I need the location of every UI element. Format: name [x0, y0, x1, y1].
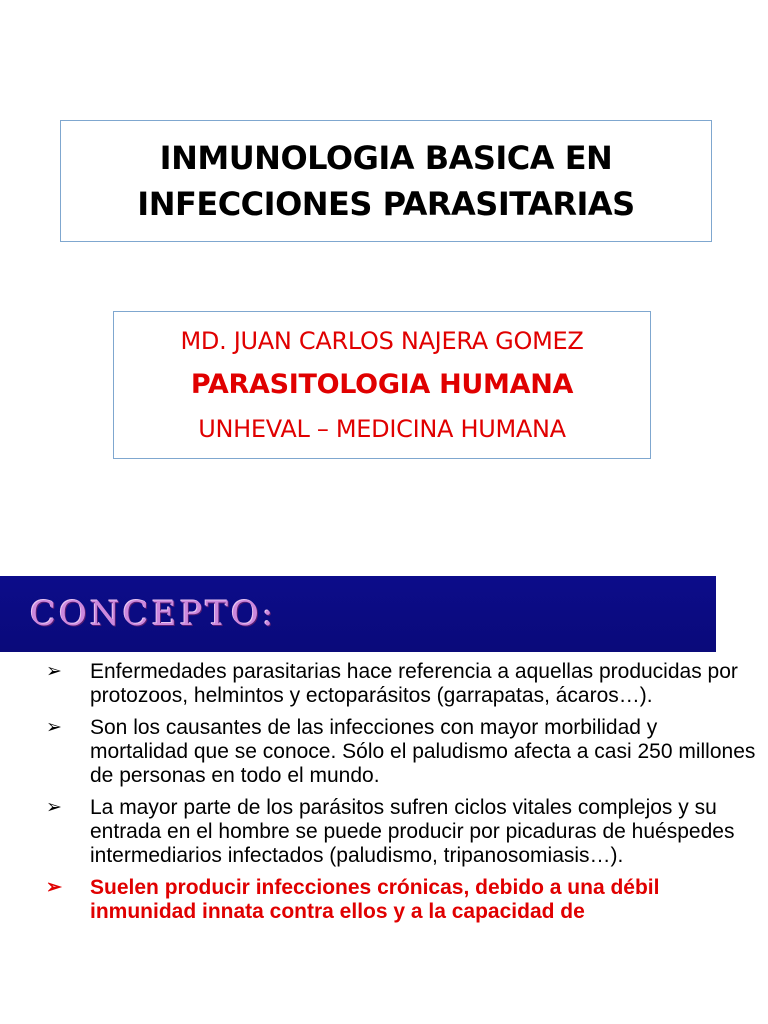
- bullet-text: Suelen producir infecciones crónicas, debido a una débil inmunidad innata contra ellos y a la capacidad de: [90, 876, 660, 923]
- section-banner: [0, 576, 716, 652]
- title-box: [60, 120, 712, 242]
- arrow-bullet-icon: ➢: [46, 877, 62, 898]
- bullet-item: [46, 660, 756, 708]
- title-line-2: INFECCIONES PARASITARIAS: [137, 185, 635, 223]
- arrow-bullet-icon: ➢: [46, 661, 62, 682]
- bullet-text: La mayor parte de los parásitos sufren ciclos vitales complejos y su entrada en el hombre se puede producir por picaduras de huéspedes intermediarios infectados (paludismo, tripanosomiasis…).: [90, 796, 735, 867]
- bullet-item-highlighted: [46, 876, 756, 924]
- bullet-item: [46, 716, 756, 788]
- institution-name: UNHEVAL – MEDICINA HUMANA: [198, 415, 566, 443]
- bullet-list: [46, 660, 756, 932]
- author-box: [113, 311, 651, 459]
- course-name: PARASITOLOGIA HUMANA: [190, 369, 574, 400]
- title-line-1: INMUNOLOGIA BASICA EN: [159, 139, 613, 177]
- bullet-text: Enfermedades parasitarias hace referencia a aquellas producidas por protozoos, helmintos y ectoparásitos (garrapatas, ácaros…).: [90, 660, 738, 707]
- section-title: CONCEPTO:: [30, 594, 277, 634]
- bullet-item: [46, 796, 756, 868]
- arrow-bullet-icon: ➢: [46, 797, 62, 818]
- author-name: MD. JUAN CARLOS NAJERA GOMEZ: [180, 327, 584, 355]
- arrow-bullet-icon: ➢: [46, 717, 62, 738]
- bullet-text: Son los causantes de las infecciones con mayor morbilidad y mortalidad que se conoce. Sólo el paludismo afecta a casi 250 millones de personas en todo el mundo.: [90, 716, 756, 787]
